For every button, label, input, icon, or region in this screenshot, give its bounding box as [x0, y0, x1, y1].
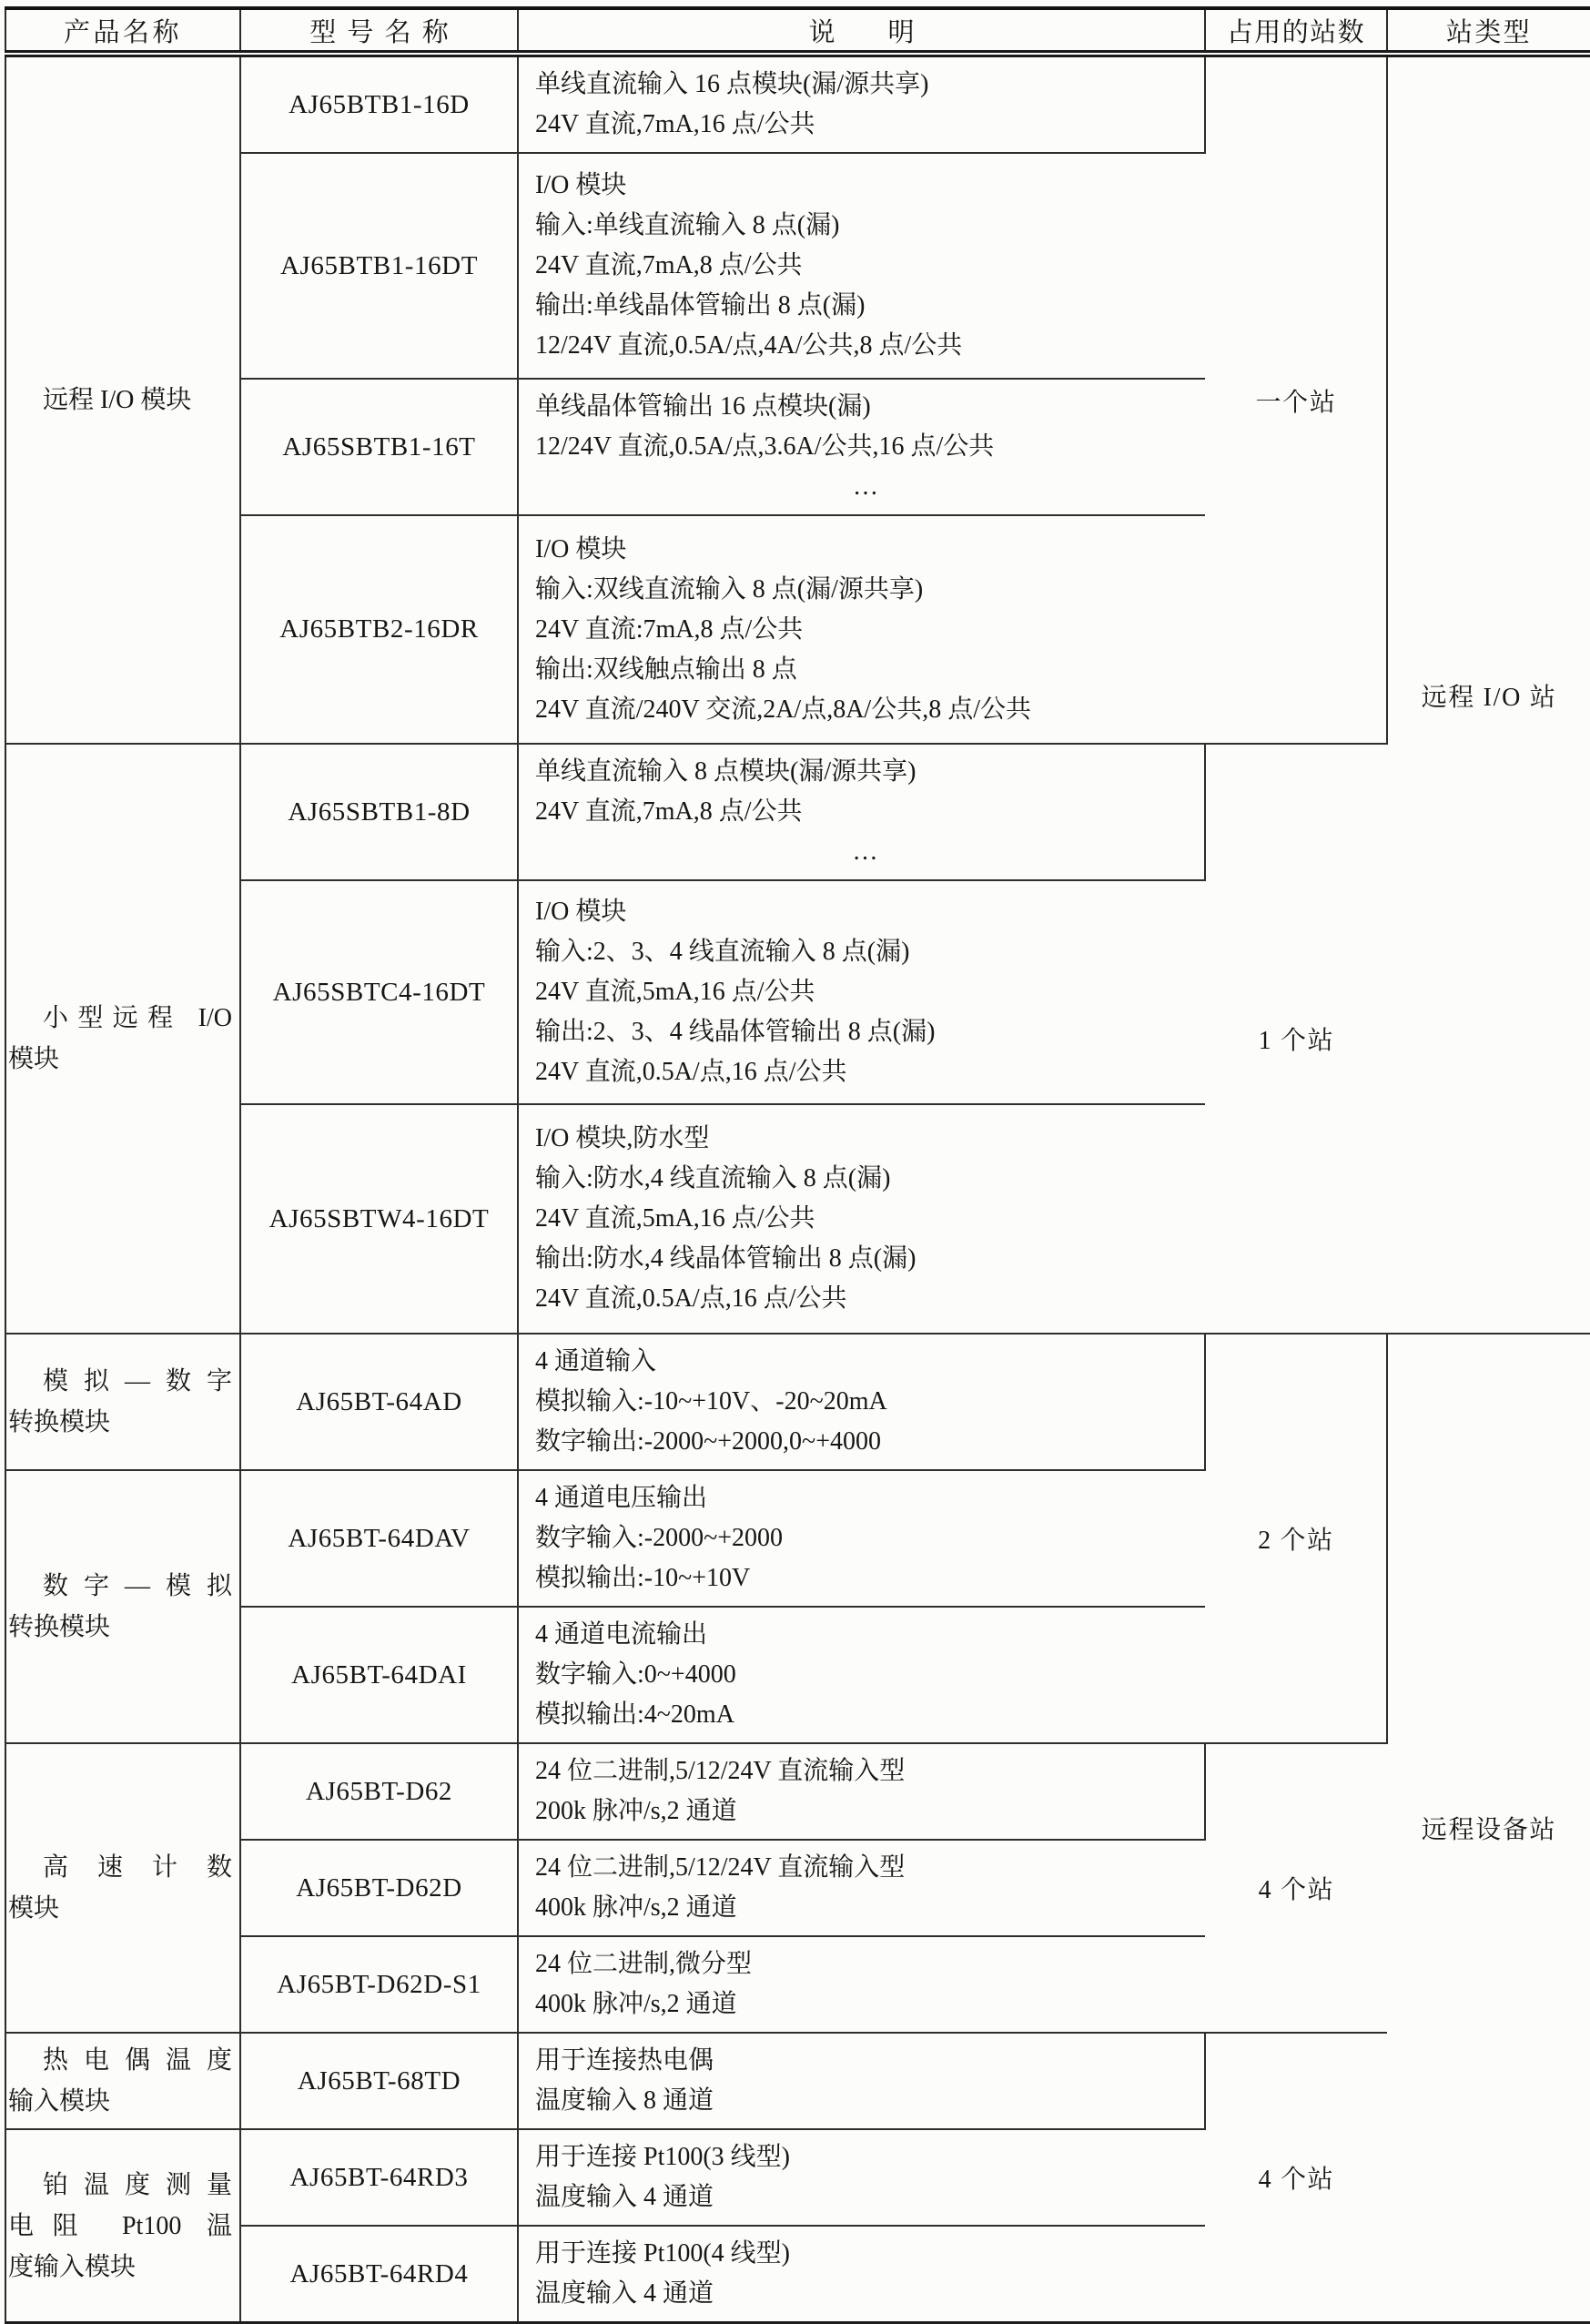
description-line: 4 通道电流输出: [535, 1620, 708, 1649]
description-cell: [518, 515, 1205, 744]
model-cell: AJ65BTB1-16DT: [240, 153, 518, 379]
description-line: 400k 脉冲/s,2 通道: [535, 1893, 737, 1922]
description-line: 400k 脉冲/s,2 通道: [535, 1990, 737, 2018]
product-name-line: 小型远程 I/O: [43, 1004, 232, 1032]
description-line: I/O 模块: [535, 534, 627, 563]
station-count-cell: 1 个站: [1205, 744, 1387, 1334]
description-line: 24V 直流/240V 交流,2A/点,8A/公共,8 点/公共: [535, 695, 1031, 724]
col-header-product-name: 产品名称: [5, 8, 240, 54]
model-cell: AJ65BT-64RD4: [240, 2226, 518, 2323]
description-line: 温度输入 4 通道: [535, 2279, 714, 2308]
description-line: 24V 直流:7mA,8 点/公共: [535, 614, 804, 644]
table-row: [5, 744, 1590, 880]
description-line: 温度输入 8 通道: [535, 2086, 714, 2115]
description-line: 输入:双线直流输入 8 点(漏/源共享): [535, 574, 924, 604]
station-count-cell: 4 个站: [1205, 2033, 1387, 2323]
description-line: 模拟输出:-10~+10V: [535, 1564, 751, 1592]
product-name-cell: [5, 54, 240, 744]
description-cell: [518, 1334, 1205, 1470]
model-cell: AJ65BTB2-16DR: [240, 515, 518, 744]
station-count-cell: 2 个站: [1205, 1334, 1387, 1743]
model-cell: AJ65BT-D62D-S1: [240, 1936, 518, 2033]
product-name-line: 转换模块: [8, 1613, 111, 1641]
description-line: 单线直流输入 16 点模块(漏/源共享): [535, 70, 929, 98]
product-name-line: 模拟—数字: [43, 1367, 232, 1395]
description-line: …: [852, 837, 878, 866]
description-cell: [518, 1936, 1205, 2033]
description-line: 24 位二进制,5/12/24V 直流输入型: [535, 1853, 906, 1882]
description-line: 24V 直流,0.5A/点,16 点/公共: [535, 1058, 847, 1086]
description-line: 24V 直流,5mA,16 点/公共: [535, 978, 815, 1006]
model-cell: AJ65BT-64DAV: [240, 1470, 518, 1607]
model-cell: AJ65BT-64RD3: [240, 2129, 518, 2226]
module-spec-table: [5, 6, 1590, 2324]
description-line: 输出:单线晶体管输出 8 点(漏): [535, 291, 866, 320]
description-line: 输出:防水,4 线晶体管输出 8 点(漏): [535, 1244, 917, 1273]
description-line: I/O 模块: [535, 171, 627, 199]
description-line: 用于连接热电偶: [535, 2046, 714, 2075]
description-cell: [518, 1104, 1205, 1334]
model-cell: AJ65BT-68TD: [240, 2033, 518, 2129]
station-type-cell: 远程 I/O 站: [1387, 54, 1590, 1334]
description-line: 模拟输入:-10~+10V、-20~20mA: [535, 1387, 887, 1416]
product-name-line: 度输入模块: [8, 2252, 137, 2281]
description-line: I/O 模块,防水型: [535, 1124, 710, 1152]
description-line: 12/24V 直流,0.5A/点,3.6A/公共,16 点/公共: [535, 432, 995, 461]
description-line: 模拟输出:4~20mA: [535, 1700, 734, 1729]
product-name-line: 高速计数: [43, 1853, 232, 1882]
description-cell: [518, 880, 1205, 1104]
description-cell: [518, 1743, 1205, 1840]
description-line: …: [853, 472, 878, 501]
description-line: 数字输入:0~+4000: [535, 1660, 736, 1689]
product-name-cell: [5, 1334, 240, 1470]
table-row: [5, 2033, 1590, 2129]
product-name-line: 热电偶温度: [43, 2046, 232, 2075]
table-header: [5, 8, 1590, 54]
station-type-cell: 远程设备站: [1387, 1334, 1590, 2323]
description-line: 单线直流输入 8 点模块(漏/源共享): [535, 757, 917, 786]
table-row: [5, 1334, 1590, 1470]
description-line: 4 通道输入: [535, 1347, 657, 1375]
table-row: [5, 54, 1590, 153]
product-name-line: 转换模块: [8, 1408, 111, 1436]
model-cell: AJ65SBTB1-8D: [240, 744, 518, 880]
product-name-line: 输入模块: [8, 2087, 111, 2116]
description-line: 输出:2、3、4 线晶体管输出 8 点(漏): [535, 1018, 936, 1046]
product-name-cell: [5, 1470, 240, 1743]
description-line: 24V 直流,7mA,8 点/公共: [535, 251, 803, 279]
description-line: 24 位二进制,微分型: [535, 1950, 753, 1978]
col-header-model-name: 型号名称: [240, 8, 518, 54]
header-row: [5, 8, 1590, 54]
product-name-cell: [5, 1743, 240, 2033]
product-name-cell: [5, 2033, 240, 2129]
description-line: 24V 直流,5mA,16 点/公共: [535, 1204, 815, 1233]
description-line: 输入:2、3、4 线直流输入 8 点(漏): [535, 938, 910, 966]
description-line: 单线晶体管输出 16 点模块(漏): [535, 392, 871, 421]
model-cell: AJ65BTB1-16D: [240, 54, 518, 153]
model-cell: AJ65SBTC4-16DT: [240, 880, 518, 1104]
description-cell: [518, 2226, 1205, 2323]
description-cell: [518, 379, 1205, 515]
description-line: 用于连接 Pt100(4 线型): [535, 2239, 791, 2268]
model-cell: AJ65BT-64AD: [240, 1334, 518, 1470]
description-cell: [518, 153, 1205, 379]
description-cell: [518, 1470, 1205, 1607]
description-line: 12/24V 直流,0.5A/点,4A/公共,8 点/公共: [535, 331, 963, 360]
description-cell: [518, 2033, 1205, 2129]
product-name-line: 远程 I/O 模块: [43, 386, 192, 414]
description-cell: [518, 744, 1205, 880]
description-line: 数字输出:-2000~+2000,0~+4000: [535, 1427, 881, 1456]
description-line: 数字输入:-2000~+2000: [535, 1524, 784, 1552]
description-line: 24V 直流,0.5A/点,16 点/公共: [535, 1284, 847, 1313]
description-line: 输入:防水,4 线直流输入 8 点(漏): [535, 1164, 891, 1192]
description-cell: [518, 2129, 1205, 2226]
station-count-cell: 4 个站: [1205, 1743, 1387, 2033]
description-line: 输出:双线触点输出 8 点: [535, 655, 797, 684]
model-cell: AJ65BT-D62D: [240, 1840, 518, 1936]
description-cell: [518, 54, 1205, 153]
product-name-line: 模块: [8, 1894, 60, 1923]
product-name-line: 电阻 Pt100 温: [8, 2211, 232, 2240]
description-line: 200k 脉冲/s,2 通道: [535, 1797, 737, 1825]
col-header-description: 说 明: [518, 8, 1205, 54]
description-line: 4 通道电压输出: [535, 1484, 708, 1512]
description-line: 24 位二进制,5/12/24V 直流输入型: [535, 1757, 906, 1785]
table-body: [5, 54, 1590, 2323]
description-line: 温度输入 4 通道: [535, 2183, 714, 2211]
col-header-station-type: 站类型: [1387, 8, 1590, 54]
description-line: I/O 模块: [535, 898, 627, 926]
description-line: 24V 直流,7mA,8 点/公共: [535, 797, 803, 826]
product-name-line: 模块: [8, 1045, 60, 1073]
col-header-stations-occupied: 占用的站数: [1205, 8, 1387, 54]
product-name-cell: [5, 2129, 240, 2323]
description-cell: [518, 1607, 1205, 1743]
model-cell: AJ65BT-D62: [240, 1743, 518, 1840]
table-row: [5, 1743, 1590, 1840]
product-name-line: 铂温度测量: [43, 2170, 232, 2199]
model-cell: AJ65SBTW4-16DT: [240, 1104, 518, 1334]
station-count-cell: 一个站: [1205, 54, 1387, 744]
product-name-line: 数字—模拟: [43, 1572, 232, 1600]
product-name-cell: [5, 744, 240, 1334]
model-cell: AJ65SBTB1-16T: [240, 379, 518, 515]
model-cell: AJ65BT-64DAI: [240, 1607, 518, 1743]
description-line: 用于连接 Pt100(3 线型): [535, 2143, 791, 2171]
description-line: 24V 直流,7mA,16 点/公共: [535, 110, 815, 138]
description-cell: [518, 1840, 1205, 1936]
description-line: 输入:单线直流输入 8 点(漏): [535, 211, 840, 239]
